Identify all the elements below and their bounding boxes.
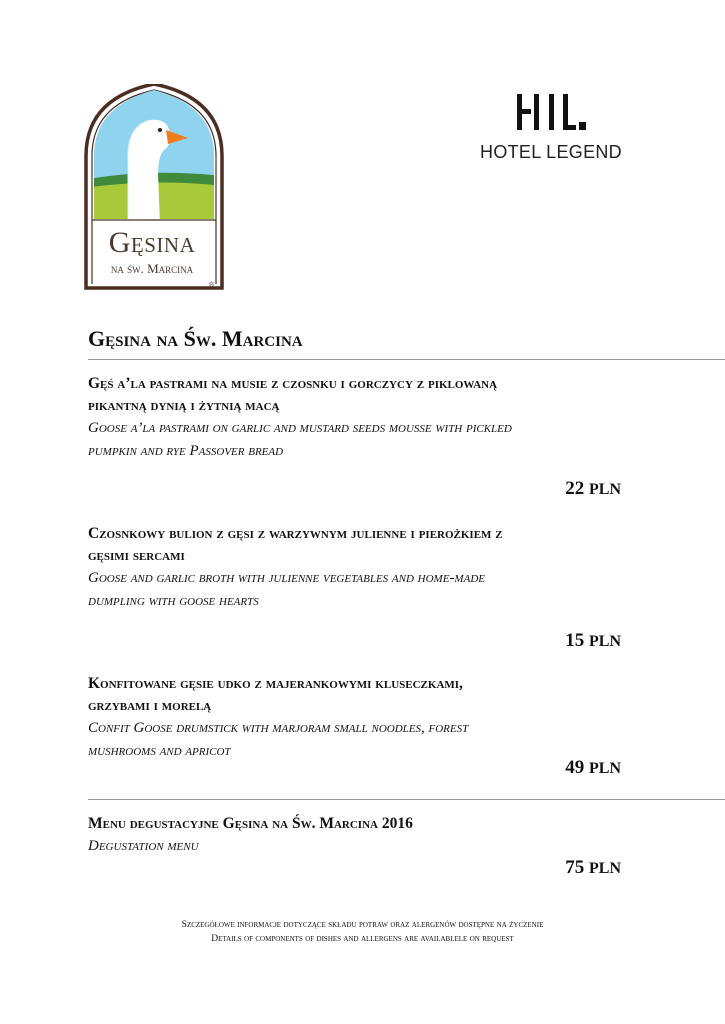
tasting-name-pl: Menu degustacyjne Gęsina na Św. Marcina 2016 bbox=[88, 815, 413, 832]
dish-name-en: mushrooms and apricot bbox=[88, 743, 231, 759]
price-value: 75 bbox=[565, 857, 585, 878]
price-value: 22 bbox=[565, 478, 585, 499]
price-currency: PLN bbox=[589, 633, 621, 650]
menu-item bbox=[88, 523, 648, 613]
price-value: 15 bbox=[565, 630, 585, 651]
price-currency: PLN bbox=[589, 760, 621, 777]
dish-name-en: Goose a’la pastrami on garlic and mustard seeds mousse with pickled bbox=[88, 420, 512, 436]
title-divider bbox=[88, 359, 725, 360]
hotel-name: HOTEL LEGEND bbox=[480, 142, 622, 162]
menu-item bbox=[88, 673, 648, 763]
dish-name-pl: Konfitowane gęsie udko z majerankowymi kluseczkami, bbox=[88, 675, 463, 692]
tasting-menu bbox=[88, 813, 648, 858]
logo-wordmark: Gęsina bbox=[108, 226, 196, 259]
dish-name-pl: grzybami i morelą bbox=[88, 697, 212, 714]
dish-name-en: Goose and garlic broth with julienne vegetables and home-made bbox=[88, 570, 485, 586]
dish-price bbox=[565, 757, 621, 779]
section-divider bbox=[88, 799, 725, 800]
menu-item bbox=[88, 373, 648, 463]
page-title: Gęsina na Św. Marcina bbox=[88, 326, 303, 351]
allergen-note bbox=[0, 918, 725, 946]
logo-subtitle: na św. Marcina bbox=[110, 261, 194, 276]
dish-name-pl: Gęś a’la pastrami na musie z czosnku i gorczycy z piklowaną bbox=[88, 375, 498, 392]
goose-eye bbox=[158, 128, 162, 132]
price-currency: PLN bbox=[589, 481, 621, 498]
allergen-note-pl: Szczegółowe informacje dotyczące składu potraw oraz alergenów dostępne na życzenie bbox=[181, 920, 544, 930]
registered-mark: ® bbox=[209, 282, 215, 289]
dish-name-pl: pikantną dynią i żytnią macą bbox=[88, 397, 280, 414]
allergen-note-en: Details of components of dishes and allergens are availablele on request bbox=[211, 934, 514, 944]
dish-name-en: pumpkin and rye Passover bread bbox=[88, 443, 284, 459]
dish-price bbox=[565, 478, 621, 500]
dish-name-en: dumpling with goose hearts bbox=[88, 593, 259, 609]
price-currency: PLN bbox=[589, 860, 621, 877]
dish-price bbox=[565, 630, 621, 652]
tasting-name-en: Degustation menu bbox=[88, 838, 199, 854]
tasting-price bbox=[565, 857, 621, 879]
dish-name-pl: gęsimi sercami bbox=[88, 547, 185, 564]
price-value: 49 bbox=[565, 757, 585, 778]
dish-name-en: Confit Goose drumstick with marjoram small noodles, forest bbox=[88, 720, 469, 736]
dish-name-pl: Czosnkowy bulion z gęsi z warzywnym julienne i pierożkiem z bbox=[88, 525, 503, 542]
hotel-legend-mark bbox=[515, 94, 587, 130]
